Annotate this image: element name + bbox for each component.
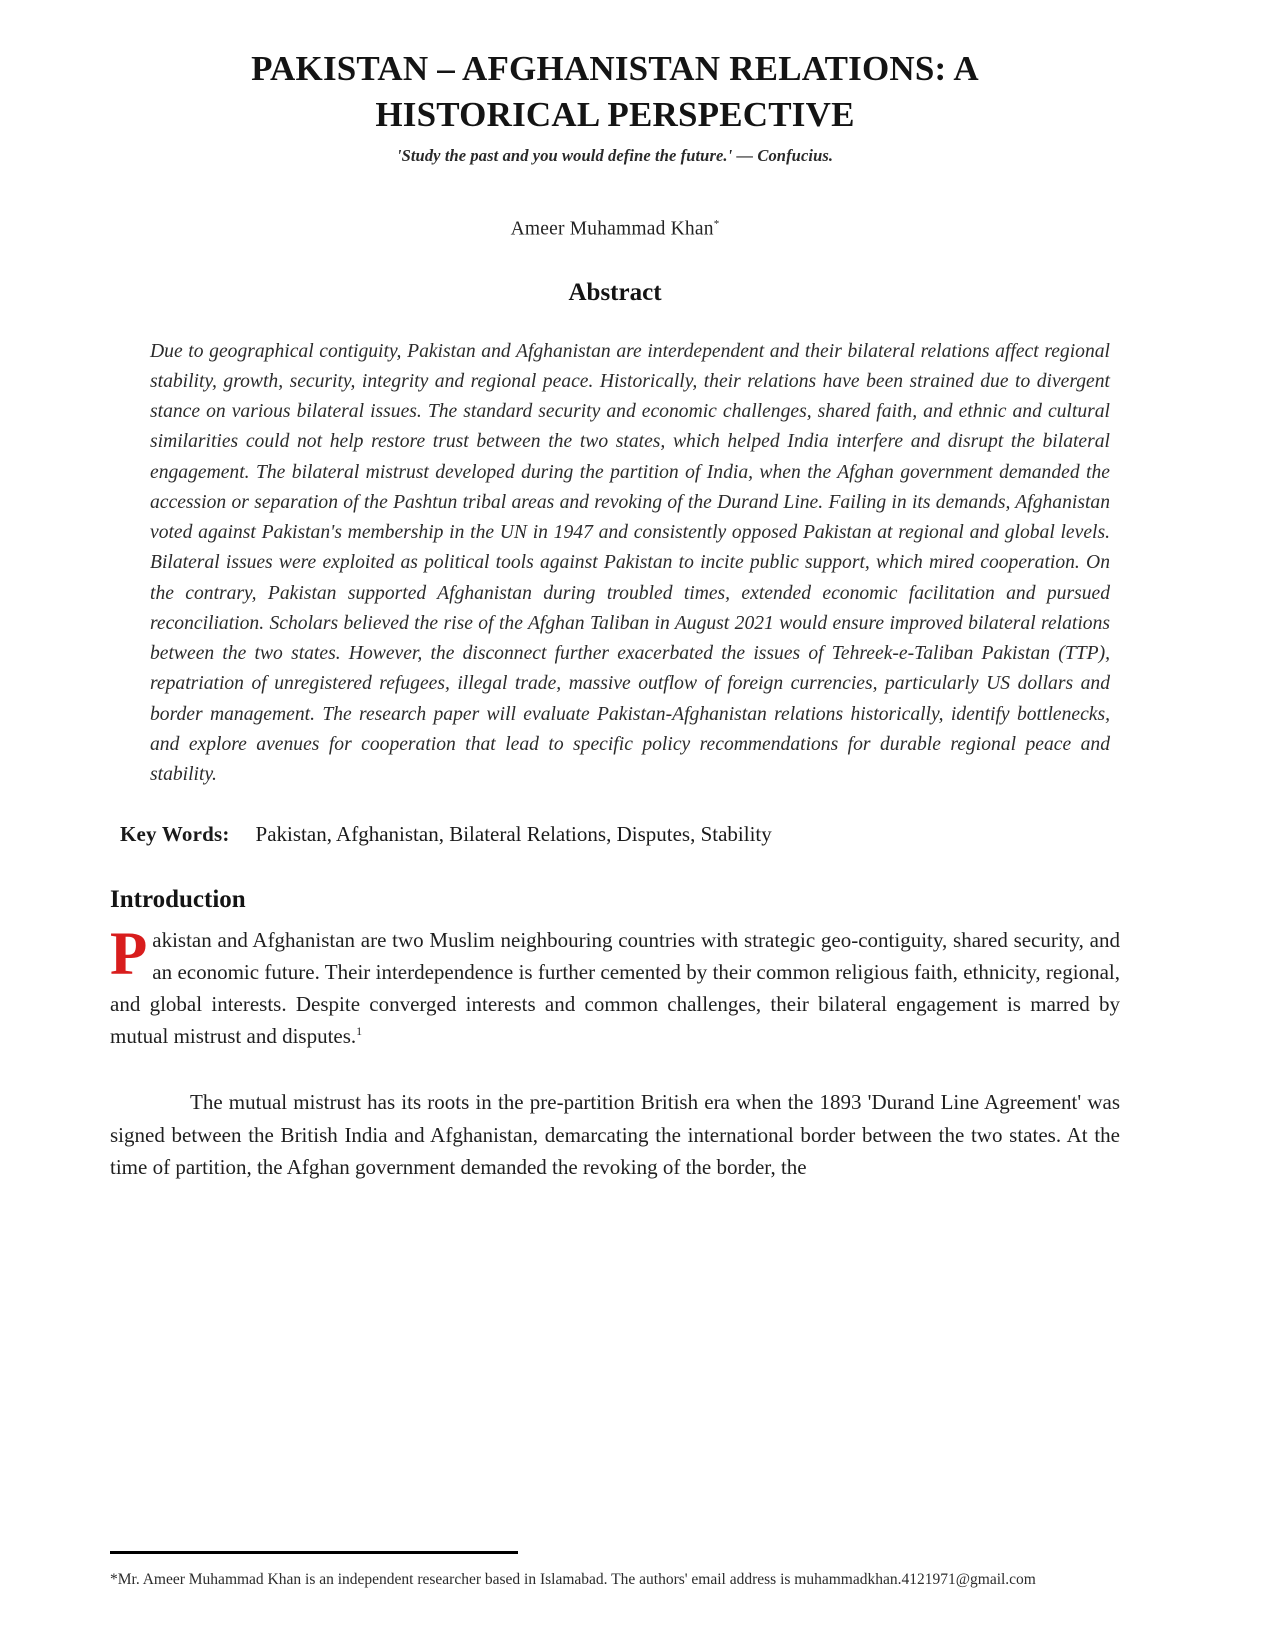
footnote-separator-rule — [110, 1551, 518, 1554]
author-name — [110, 218, 1120, 241]
author-label: Ameer Muhammad Khan — [510, 218, 714, 240]
title-block — [110, 46, 1120, 241]
intro-paragraph-1 — [110, 920, 1120, 1053]
footnote-text: *Mr. Ameer Muhammad Khan is an independent researcher based in Islamabad. The authors' email address is muhammadkhan.4121971@gmail.com — [110, 1570, 1036, 1588]
page-title: PAKISTAN – AFGHANISTAN RELATIONS: A HISTORICAL PERSPECTIVE — [251, 49, 979, 134]
intro-paragraph-1-text: akistan and Afghanistan are two Muslim neighbouring countries with strategic geo-contiguity, shared security, and an economic future. Their interdependence is further cemented by their common religious faith, ethnicity, regional, and global interests. Despite converged interests and common challenges, their bilateral engagement is marred by mutual mistrust and disputes. — [110, 927, 1120, 1049]
dropcap-letter: P — [110, 920, 148, 988]
intro-paragraph-2: The mutual mistrust has its roots in the pre-partition British era when the 1893 'Durand Line Agreement' was signed between the British India and Afghanistan, demarcating the international border between the two states. At the time of partition, the Afghan government demanded the revoking of the border, the — [110, 1090, 1120, 1179]
section-heading-introduction: Introduction — [110, 885, 246, 913]
keywords-label: Key Words: — [120, 822, 230, 847]
footnote-reference-1: 1 — [356, 1024, 363, 1039]
abstract-heading: Abstract — [568, 278, 662, 306]
keywords-line — [120, 820, 1120, 849]
author-footnote-marker: * — [713, 218, 720, 230]
abstract-text: Due to geographical contiguity, Pakistan and Afghanistan are interdependent and their bilateral relations affect regional stability, growth, security, integrity and regional peace. Historically, their relations have been strained due to divergent stance on various bilateral issues. The standard security and economic challenges, shared faith, and ethnic and cultural similarities could not help restore trust between the two states, which helped India interfere and disrupt the bilateral engagement. The bilateral mistrust developed during the partition of India, when the Afghan government demanded the accession or separation of the Pashtun tribal areas and revoking of the Durand Line. Failing in its demands, Afghanistan voted against Pakistan's membership in the UN in 1947 and consistently opposed Pakistan at regional and global levels. Bilateral issues were exploited as political tools against Pakistan to incite public support, which mired cooperation. On the contrary, Pakistan supported Afghanistan during troubled times, extended economic facilitation and pursued reconciliation. Scholars believed the rise of the Afghan Taliban in August 2021 would ensure improved bilateral relations between the two states. However, the disconnect further exacerbated the issues of Tehreek-e-Taliban Pakistan (TTP), repatriation of unregistered refugees, illegal trade, massive outflow of foreign currencies, particularly US dollars and border management. The research paper will evaluate Pakistan-Afghanistan relations historically, identify bottlenecks, and explore avenues for cooperation that lead to specific policy recommendations for durable regional peace and stability. — [150, 340, 1110, 786]
keywords-values: Pakistan, Afghanistan, Bilateral Relations, Disputes, Stability — [255, 822, 772, 847]
footnote-area — [110, 1551, 1155, 1592]
epigraph-quote: 'Study the past and you would define the future.' — Confucius. — [396, 146, 834, 165]
